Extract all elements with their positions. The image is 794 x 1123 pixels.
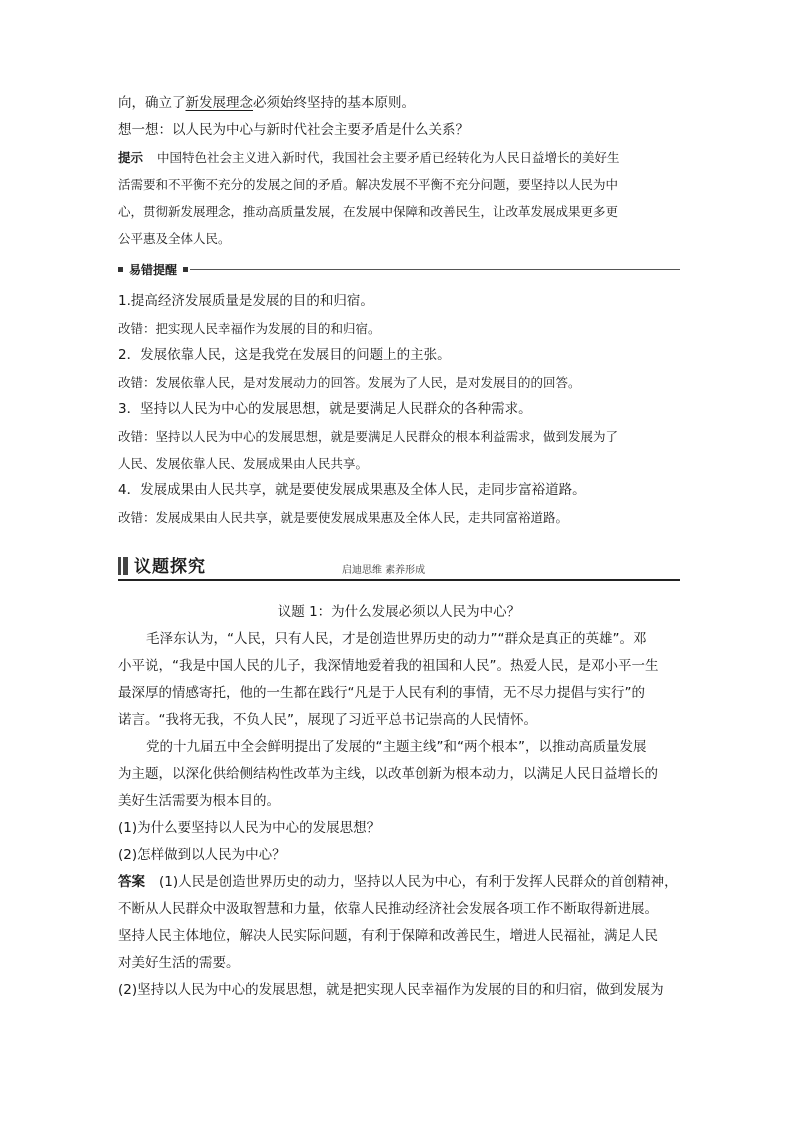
paragraph-line: 为主题，以深化供给侧结构性改革为主线，以改革创新为根本动力，以满足人民日益增长的 (118, 766, 658, 782)
hint-line: 心，贯彻新发展理念，推动高质量发展，在发展中保障和改善民生，让改革发展成果更多更 (118, 204, 619, 219)
think-question (118, 117, 680, 144)
paragraph-line: 最深厚的情感寄托，他的一生都在践行“凡是于人民有利的事情，无不尽力提倡与实行”的 (118, 685, 645, 701)
pitfall-correction: 人民、发展依靠人民、发展成果由人民共享。 (118, 456, 369, 471)
answer-line: 不断从人民群众中汲取智慧和力量，依靠人民推动经济社会发展各项工作不断取得新进展。 (118, 901, 658, 917)
square-bullet-icon (118, 267, 123, 272)
pitfall-statement: 2．发展依靠人民，这是我党在发展目的问题上的主张。 (118, 347, 451, 363)
answer-line: 坚持人民主体地位，解决人民实际问题，有利于保障和改善民生，增进人民福祉，满足人民 (118, 928, 658, 944)
question: (1)为什么要坚持以人民为中心的发展思想？ (118, 820, 381, 836)
hint-line (118, 144, 680, 171)
think-question-text: 以人民为中心与新时代社会主要矛盾是什么关系？ (172, 122, 469, 138)
pitfall-heading (118, 254, 680, 284)
section-title: 议题探究 (134, 557, 206, 577)
divider (190, 269, 680, 270)
intro-text: 必须始终坚持的基本原则。 (253, 95, 415, 111)
underlined-term: 新发展理念 (185, 95, 253, 111)
section-heading (118, 545, 680, 581)
answer-label: 答案 (118, 874, 145, 890)
pitfall-correction: 改错：发展依靠人民，是对发展动力的回答。发展为了人民，是对发展目的的回答。 (118, 375, 581, 390)
paragraph-line: 诺言。“我将无我，不负人民”，展现了习近平总书记崇高的人民情怀。 (118, 712, 537, 728)
pitfall-statement: 1.提高经济发展质量是发展的目的和归宿。 (118, 293, 374, 309)
pitfall-statement: 4．发展成果由人民共享，就是要使发展成果惠及全体人民，走同步富裕道路。 (118, 482, 586, 498)
pitfall-statement: 3．坚持以人民为中心的发展思想，就是要满足人民群众的各种需求。 (118, 401, 532, 417)
topic-heading: 议题 1：为什么发展必须以人民为中心？ (277, 604, 521, 620)
question: (2)怎样做到以人民为中心？ (118, 847, 286, 863)
square-bullet-icon (183, 267, 188, 272)
hint-label: 提示 (118, 150, 144, 165)
pitfall-correction: 改错：把实现人民幸福作为发展的目的和归宿。 (118, 321, 381, 336)
hint-line: 公平惠及全体人民。 (118, 231, 231, 246)
think-label: 想一想： (118, 122, 172, 138)
pitfall-correction: 改错：发展成果由人民共享，就是要使发展成果惠及全体人民，走共同富裕道路。 (118, 510, 569, 525)
hint-text: 中国特色社会主义进入新时代，我国社会主要矛盾已经转化为人民日益增长的美好生 (157, 150, 620, 165)
intro-line (118, 90, 680, 117)
hint-line: 活需要和不平衡不充分的发展之间的矛盾。解决发展不平衡不充分问题，要坚持以人民为中 (118, 177, 619, 192)
pitfall-correction: 改错：坚持以人民为中心的发展思想，就是要满足人民群众的根本利益需求，做到发展为了 (118, 429, 619, 444)
paragraph-line: 党的十九届五中全会鲜明提出了发展的“主题主线”和“两个根本”，以推动高质量发展 (146, 739, 647, 755)
document-page (118, 90, 680, 1004)
section-tagline: 启迪思维 素养形成 (342, 565, 426, 576)
paragraph-line: 小平说，“我是中国人民的儿子，我深情地爱着我的祖国和人民”。热爱人民，是邓小平一生 (118, 658, 659, 674)
paragraph-line: 美好生活需要为根本目的。 (118, 793, 280, 809)
intro-text: 向，确立了 (118, 95, 186, 111)
section-flag-icon (118, 557, 128, 575)
answer-text: (1)人民是创造世界历史的动力，坚持以人民为中心，有利于发挥人民群众的首创精神， (159, 874, 678, 890)
answer-line (118, 869, 680, 896)
answer-line: 对美好生活的需要。 (118, 955, 240, 971)
paragraph-line: 毛泽东认为，“人民，只有人民，才是创造世界历史的动力”“群众是真正的英雄”。邓 (146, 631, 647, 647)
pitfall-heading-text: 易错提醒 (129, 262, 178, 277)
answer-line: (2)坚持以人民为中心的发展思想，就是把实现人民幸福作为发展的目的和归宿，做到发展为 (118, 982, 664, 998)
